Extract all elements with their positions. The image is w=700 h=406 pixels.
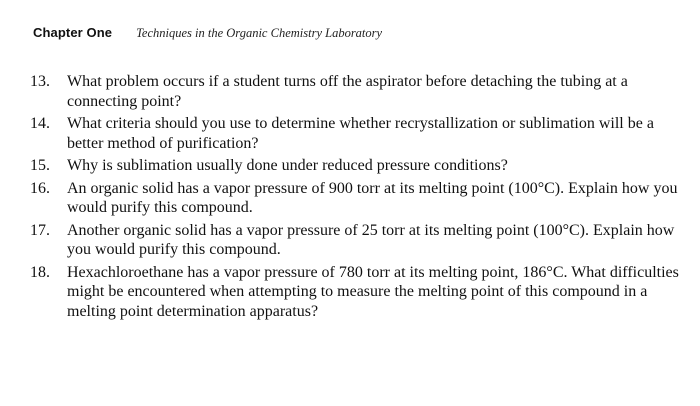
question-text: What problem occurs if a student turns off the aspirator before detaching the tubing at a connecting point? xyxy=(67,73,628,110)
running-head xyxy=(33,24,382,44)
question-item xyxy=(30,72,692,111)
question-number: 14. xyxy=(30,115,50,132)
question-number: 15. xyxy=(30,157,50,174)
question-number: 17. xyxy=(30,221,50,239)
question-item xyxy=(30,156,692,176)
question-number: 13. xyxy=(30,73,50,90)
question-item xyxy=(30,179,692,218)
chapter-label: Chapter One xyxy=(33,25,113,40)
question-item xyxy=(30,114,692,153)
question-text: Another organic solid has a vapor pressure of 25 torr at its melting point (100°C). Explain how you would purify this compound. xyxy=(67,221,675,258)
question-text: Why is sublimation usually done under reduced pressure conditions? xyxy=(67,157,508,174)
question-text: Hexachloroethane has a vapor pressure of 780 torr at its melting point, 186°C. What difficulties might be encountered when attempting to measure the melting point of this compound in a melting point determination apparatus? xyxy=(67,263,679,320)
question-item xyxy=(30,221,692,260)
question-text: An organic solid has a vapor pressure of 900 torr at its melting point (100°C). Explain how you would purify this compound. xyxy=(67,179,678,216)
question-list xyxy=(30,72,692,324)
question-item xyxy=(30,263,692,322)
question-text: What criteria should you use to determine whether recrystallization or sublimation will be a better method of purification? xyxy=(67,115,654,152)
chapter-title: Techniques in the Organic Chemistry Laboratory xyxy=(136,26,383,40)
question-number: 16. xyxy=(30,179,50,197)
question-number: 18. xyxy=(30,263,50,281)
